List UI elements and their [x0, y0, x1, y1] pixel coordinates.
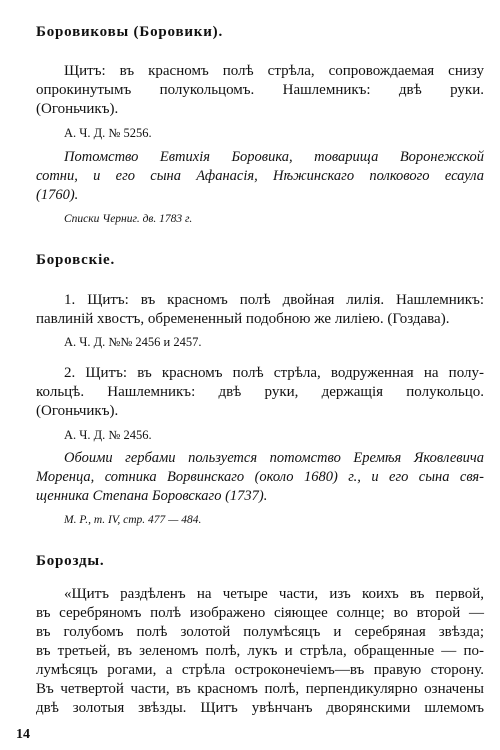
text-line: (Огоньчикъ).	[36, 101, 119, 117]
page-number: 14	[16, 727, 30, 742]
text-line: «Щитъ раздѣленъ на четыре части, изъ коихъ въ первой,	[64, 586, 484, 602]
genealogy-note-line: Моренца, сотника Ворвинскаго (около 1680) г., и его сына свя-	[36, 469, 484, 485]
archive-reference: А. Ч. Д. № 5256.	[64, 126, 152, 140]
text-line: Щитъ: въ красномъ полѣ стрѣла, сопровождаемая снизу	[64, 63, 484, 79]
genealogy-note-line: Потомство Евтихія Боровика, товарища Воронежской	[64, 149, 484, 165]
section-heading-borozdy: Борозды.	[36, 553, 105, 569]
source-citation: М. Р., т. IV, стр. 477 — 484.	[64, 514, 202, 526]
genealogy-note-line: щенника Степана Боровскаго (1737).	[36, 488, 268, 504]
text-line: Въ четвертой части, въ красномъ полѣ, перпендикулярно означены	[36, 681, 484, 697]
genealogy-note-line: (1760).	[36, 187, 79, 203]
text-line: 2. Щитъ: въ красномъ полѣ стрѣла, водруженная на полу-	[64, 365, 484, 381]
source-citation: Списки Черниг. дв. 1783 г.	[64, 213, 193, 225]
archive-reference: А. Ч. Д. №№ 2456 и 2457.	[64, 335, 202, 349]
text-line: павлиній хвостъ, обремененный подобною же лиліею. (Гоздава).	[36, 311, 450, 327]
section-heading-borovikovy: Боровиковы (Боровики).	[36, 24, 224, 40]
genealogy-note-line: сотни, и его сына Афанасія, Нѣжинскаго полкового есаула	[36, 168, 484, 184]
text-line: двѣ золотыя звѣзды. Щитъ увѣнчанъ дворянскими шлемомъ	[36, 700, 484, 716]
text-line: въ голубомъ полѣ золотой полумѣсяцъ и серебряная звѣзда;	[36, 624, 484, 640]
text-line: (Огоньчикъ).	[36, 403, 119, 419]
archive-reference: А. Ч. Д. № 2456.	[64, 428, 152, 442]
text-line: 1. Щитъ: въ красномъ полѣ двойная лилія. Нашлемникъ:	[64, 292, 484, 308]
text-line: въ серебряномъ полѣ изображено сіяющее солнце; во второй —	[36, 605, 484, 621]
text-line: въ третьей, въ зеленомъ полѣ, лукъ и стрѣла, обращенные — по-	[36, 643, 484, 659]
genealogy-note-line: Обоими гербами пользуется потомство Еремѣя Яковлевича	[64, 450, 484, 466]
text-line: кольцѣ. Нашлемникъ: двѣ руки, держащія полукольцо.	[36, 384, 484, 400]
text-line: лумѣсяцъ рогами, а стрѣла остроконечіемъ—въ правую сторону.	[36, 662, 484, 678]
section-heading-borovskie: Боровскіе.	[36, 252, 116, 268]
text-line: опрокинутымъ полукольцомъ. Нашлемникъ: двѣ руки.	[36, 82, 484, 98]
